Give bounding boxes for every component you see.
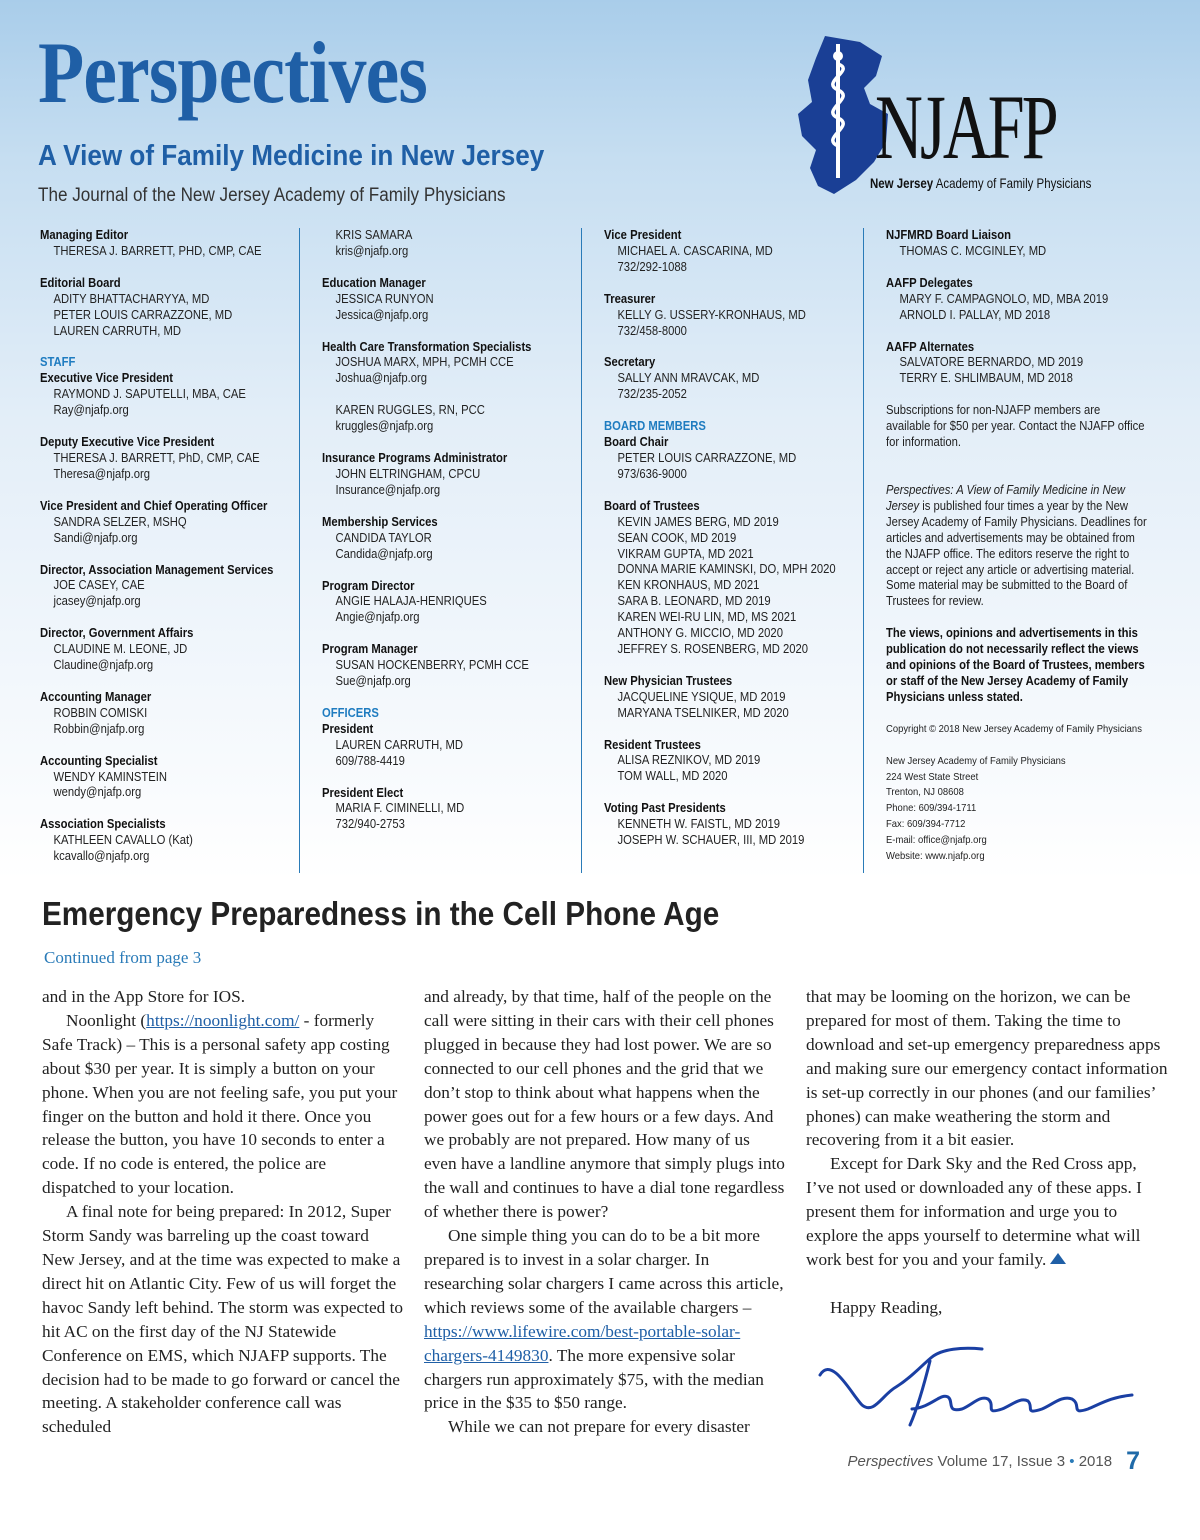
disclaimer-note: The views, opinions and advertisements in this publication do not necessarily reflect the views and opinions of the Board of Trustees, members or staff of the New Jersey Academy of Family Physicians unless stated. [886,626,1145,704]
directory-column-2 [322,228,582,833]
person-line: LAUREN CARRUTH, MD [53,323,182,338]
article-paragraph: Except for Dark Sky and the Red Cross app, I’ve not used or downloaded any of these apps. I present them for information and urge you to explore the apps yourself to determine what will work best for you and your family. [806,1154,1142,1269]
person-line: MICHAEL A. CASCARINA, MD [617,243,773,258]
address-line: E-mail: office@njafp.org [886,834,987,847]
person-line: RAYMOND J. SAPUTELLI, MBA, CAE [53,387,246,402]
role-label: President [322,721,374,736]
role-label: Deputy Executive Vice President [40,435,215,450]
page-number: 7 [1126,1447,1140,1475]
role-label: Vice President and Chief Operating Officer [40,498,268,513]
role-label: Board of Trustees [604,498,700,513]
closing-line: Happy Reading, [830,1297,943,1317]
email-line: Sue@njafp.org [335,674,411,689]
article-paragraph: One simple thing you can do to be a bit more prepared is to invest in a solar charger. In researching solar chargers I came across this article, which reviews some of the available chargers – https://www.lifewire.com/best-portable-solar-chargers-4149830. The more expensive solar chargers run approximately $75, with the median price in the $35 to $50 range. [424,1226,784,1413]
article-paragraph: and already, by that time, half of the people on the call were sitting in their cars with their cell phones plugged in because they had lost power. We are so connected to our cell phones and the grid that we don’t stop to think about what happens when the power goes out for a few hours or a few days. And we probably are not prepared. How many of us even have a landline anymore that simply plugs into the wall and continues to have a dial tone regardless of whether there is power? [424,987,785,1222]
signature [812,1335,1142,1435]
role-label: President Elect [322,785,404,800]
role-label: Accounting Manager [40,689,152,704]
person-line: SARA B. LEONARD, MD 2019 [617,594,771,609]
email-line: kcavallo@njafp.org [53,849,150,864]
role-label: Membership Services [322,514,438,529]
phone-line: 973/636-9000 [617,466,687,481]
role-label: Program Director [322,578,415,593]
person-line: ADITY BHATTACHARYYA, MD [53,291,210,306]
journal-line: The Journal of the New Jersey Academy of Family Physicians [38,185,506,206]
role-label: Insurance Programs Administrator [322,451,508,466]
role-label: Treasurer [604,291,656,306]
person-line: SALVATORE BERNARDO, MD 2019 [899,355,1084,370]
person-line: PETER LOUIS CARRAZZONE, MD [617,450,797,465]
person-line: JACQUELINE YSIQUE, MD 2019 [617,689,786,704]
role-label: NJFMRD Board Liaison [886,228,1012,242]
person-line: KEVIN JAMES BERG, MD 2019 [617,514,779,529]
person-line: MARYANA TSELNIKER, MD 2020 [617,705,789,720]
phone-line: 732/940-2753 [335,817,405,832]
role-label: Executive Vice President [40,371,174,386]
role-label: Managing Editor [40,228,129,242]
page-subtitle: A View of Family Medicine in New Jersey [38,140,545,172]
person-line: CANDIDA TAYLOR [335,530,432,545]
person-line: KENNETH W. FAISTL, MD 2019 [617,817,781,832]
phone-line: 732/292-1088 [617,259,687,274]
footer-year: 2018 [1074,1453,1113,1470]
address-block [886,754,1147,865]
role-label: Board Chair [604,435,669,450]
email-line: Ray@njafp.org [53,403,129,418]
logo-tagline: New Jersey Academy of Family Physicians [870,175,1092,191]
person-line: TERRY E. SHLIMBAUM, MD 2018 [899,371,1073,386]
person-line: JOHN ELTRINGHAM, CPCU [335,466,481,481]
address-line: Trenton, NJ 08608 [886,786,964,799]
role-label: Voting Past Presidents [604,801,726,816]
email-line: Candida@njafp.org [335,546,433,561]
person-line: SUSAN HOCKENBERRY, PCMH CCE [335,658,529,673]
article-title: Emergency Preparedness in the Cell Phone Age [42,895,720,932]
article-column-3 [806,985,1168,1320]
person-line: KAREN WEI-RU LIN, MD, MS 2021 [617,610,797,625]
masthead [38,25,798,206]
person-line: PETER LOUIS CARRAZZONE, MD [53,307,233,322]
footer-dot: • [1069,1453,1075,1470]
email-line: Sandi@njafp.org [53,530,138,545]
article-paragraph: Noonlight (https://noonlight.com/ - formerly Safe Track) – This is a personal safety app costing about $30 per year. It is simply a button on your phone. When you are not feeling safe, you put your finger on the button and hold it there. Once you release the button, you have 10 seconds to enter a code. If no code is entered, the police are dispatched to your location. [42,1010,398,1198]
article-paragraph: A final note for being prepared: In 2012, Super Storm Sandy was barreling up the coast toward New Jersey, and at the time was expected to make a direct hit on Atlantic City. Few of us will forget the havoc Sandy left behind. The storm was expected to hit AC on the first day of the NJ Statewide Conference on EMS, which NJAFP supports. The decision had to be made to go forward or cancel the meeting. A stakeholder conference call was scheduled [42,1202,404,1437]
role-label: Accounting Specialist [40,753,158,768]
address-line: Phone: 609/394-1711 [886,802,977,815]
email-line: jcasey@njafp.org [53,594,141,609]
phone-line: 732/458-8000 [617,323,687,338]
column-divider [581,228,582,873]
email-line: Claudine@njafp.org [53,658,154,673]
role-label: Vice President [604,228,682,242]
phone-line: 732/235-2052 [617,387,687,402]
role-label: New Physician Trustees [604,673,733,688]
logo-wordmark: NJAFP [875,76,1056,178]
directory-column-1 [40,228,300,865]
section-heading: BOARD MEMBERS [604,419,706,434]
article-column-2 [424,985,786,1439]
role-label: Resident Trustees [604,737,701,752]
staff-directory [40,228,1170,873]
person-line: JOSHUA MARX, MPH, PCMH CCE [335,355,514,370]
person-line: KEN KRONHAUS, MD 2021 [617,578,760,593]
person-line: JOSEPH W. SCHAUER, III, MD 2019 [617,833,805,848]
directory-column-4 [886,228,1176,865]
end-mark-icon [1050,1253,1066,1264]
person-line: MARIA F. CIMINELLI, MD [335,801,465,816]
phone-line: 609/788-4419 [335,753,405,768]
person-line: LAUREN CARRUTH, MD [335,737,464,752]
address-line: Fax: 609/394-7712 [886,818,966,831]
person-line: SEAN COOK, MD 2019 [617,530,737,545]
page-title: Perspectives [38,25,427,122]
role-label: Association Specialists [40,817,166,832]
person-line: VIKRAM GUPTA, MD 2021 [617,546,754,561]
role-label: AAFP Delegates [886,275,973,290]
page-footer [847,1447,1140,1476]
person-line: ARNOLD I. PALLAY, MD 2018 [899,307,1051,322]
article-paragraph: that may be looming on the horizon, we can be prepared for most of them. Taking the time to download and set-up emergency preparedness apps and making sure our emergency contact information is set-up correctly in our phones (and our families’ phones) can make weathering the storm and recovering from it a bit easier. [806,987,1168,1150]
person-line: KAREN RUGGLES, RN, PCC [335,403,485,418]
person-line: THERESA J. BARRETT, PhD, CMP, CAE [53,450,260,465]
person-line: ANTHONY G. MICCIO, MD 2020 [617,626,783,641]
role-label: AAFP Alternates [886,339,975,354]
continued-from: Continued from page 3 [44,948,202,967]
column-divider [863,228,864,873]
person-line: ALISA REZNIKOV, MD 2019 [617,753,761,768]
person-line: DONNA MARIE KAMINSKI, DO, MPH 2020 [617,562,836,577]
role-label: Director, Association Management Services [40,562,274,577]
email-line: wendy@njafp.org [53,785,142,800]
person-line: THOMAS C. MCGINLEY, MD [899,243,1047,258]
person-line: CLAUDINE M. LEONE, JD [53,642,188,657]
person-line: SALLY ANN MRAVCAK, MD [617,371,760,386]
person-line: MARY F. CAMPAGNOLO, MD, MBA 2019 [899,291,1109,306]
section-heading: OFFICERS [322,705,379,720]
person-line: JEFFREY S. ROSENBERG, MD 2020 [617,641,808,656]
role-label: Director, Government Affairs [40,626,194,641]
address-line: 224 West State Street [886,770,979,783]
email-line: Theresa@njafp.org [53,466,150,481]
address-line: New Jersey Academy of Family Physicians [886,754,1066,767]
person-line: WENDY KAMINSTEIN [53,769,168,784]
njafp-logo [790,30,1120,200]
article-column-1 [42,985,404,1439]
email-line: Angie@njafp.org [335,610,420,625]
email-line: kris@njafp.org [335,243,409,258]
subscription-note: Subscriptions for non-NJAFP members are available for $50 per year. Contact the NJAFP office for information. [886,403,1145,450]
publication-note: Perspectives: A View of Family Medicine in New Jersey is published four times a year by the New Jersey Academy of Family Physicians. Deadlines for articles and advertisements may be obtained from the NJAFP office. The editors reserve the right to accept or reject any article or advertising material. Some material may be submitted to the Board of Trustees for review. [886,482,1147,609]
person-line: JESSICA RUNYON [335,291,434,306]
role-label: Program Manager [322,642,418,657]
email-line: kruggles@njafp.org [335,419,434,434]
person-line: THERESA J. BARRETT, PHD, CMP, CAE [53,243,262,258]
person-line: KELLY G. USSERY-KRONHAUS, MD [617,307,806,322]
role-label: Education Manager [322,275,426,290]
lifewire-link[interactable]: https://www.lifewire.com/best-portable-solar-chargers-4149830 [424,1321,741,1365]
directory-column-3 [604,228,864,849]
email-line: Joshua@njafp.org [335,371,427,386]
copyright-line: Copyright © 2018 New Jersey Academy of Family Physicians [886,722,1142,735]
role-label: Secretary [604,355,656,370]
address-line: Website: www.njafp.org [886,850,985,863]
person-line: ANGIE HALAJA-HENRIQUES [335,594,487,609]
article-paragraph: and in the App Store for IOS. [42,987,246,1006]
footer-magazine: Perspectives [847,1453,934,1470]
role-label: Editorial Board [40,275,121,290]
signature-icon [812,1335,1142,1435]
email-line: Robbin@njafp.org [53,721,145,736]
person-line: ROBBIN COMISKI [53,705,148,720]
person-line: TOM WALL, MD 2020 [617,769,728,784]
column-divider [299,228,300,873]
person-line: SANDRA SELZER, MSHQ [53,514,187,529]
role-label: Health Care Transformation Specialists [322,339,532,354]
section-heading: STAFF [40,355,76,370]
footer-volume: Volume 17, Issue 3 [933,1453,1070,1470]
email-line: Insurance@njafp.org [335,482,441,497]
article-paragraph: While we can not prepare for every disaster [448,1417,750,1437]
email-line: Jessica@njafp.org [335,307,429,322]
person-line: KRIS SAMARA [335,228,413,242]
noonlight-link[interactable]: https://noonlight.com/ [146,1010,300,1030]
person-line: JOE CASEY, CAE [53,578,145,593]
person-line: KATHLEEN CAVALLO (Kat) [53,833,193,848]
